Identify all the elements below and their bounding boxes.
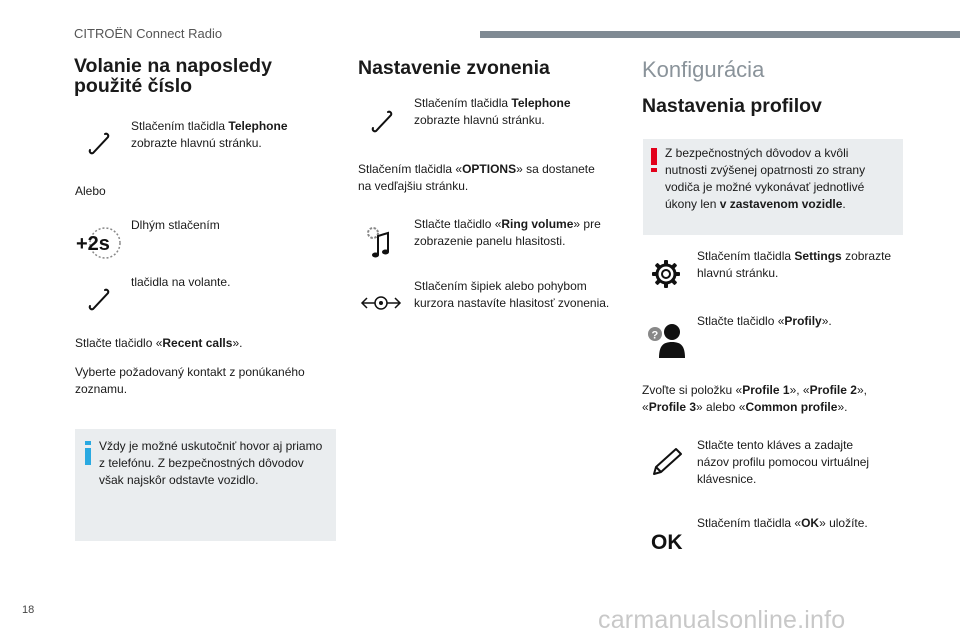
header-brand: CITROËN Connect Radio xyxy=(74,26,223,41)
chapter-title: Konfigurácia xyxy=(642,57,765,82)
header-bar xyxy=(480,31,960,38)
col1-step1-text: Stlačením tlačidla Telephone zobrazte hlavnú stránku. xyxy=(131,119,288,150)
watermark: carmanualsonline.info xyxy=(598,606,846,634)
svg-text:?: ? xyxy=(651,329,659,342)
col2-step2-text: Stlačením tlačidla «OPTIONS» sa dostanete na vedľajšiu stránku. xyxy=(358,162,595,193)
col1-step5-text: Vyberte požadovaný kontakt z ponúkaného zoznamu. xyxy=(75,365,305,396)
col3-step2-text: Stlačte tlačidlo «Profily». xyxy=(697,314,832,328)
warning-icon xyxy=(651,148,657,172)
hold-2s-badge: +2s xyxy=(76,233,110,255)
hold-2s-icon xyxy=(76,226,122,260)
phone-icon xyxy=(369,108,395,134)
info-icon xyxy=(85,441,91,465)
phone-icon xyxy=(86,130,112,156)
col3-step5-text: Stlačením tlačidla «OK» uložíte. xyxy=(697,516,868,530)
steering-phone-icon xyxy=(86,286,112,312)
section-title-ringtone: Nastavenie zvonenia xyxy=(358,57,550,79)
col2-step1-text: Stlačením tlačidla Telephone zobrazte hlavnú stránku. xyxy=(414,96,571,127)
warning-note xyxy=(643,139,903,235)
col1-step3-text: tlačidla na volante. xyxy=(131,275,231,289)
ok-icon: OK xyxy=(651,531,683,554)
col1-step2-text: Dlhým stlačením xyxy=(131,218,220,232)
arrows-cursor-icon xyxy=(360,292,402,314)
col2-step3-text: Stlačte tlačidlo «Ring volume» pre zobrazenie panelu hlasitosti. xyxy=(414,217,601,248)
pencil-icon xyxy=(650,446,684,478)
page-number: 18 xyxy=(22,604,35,616)
col3-step3-text: Zvoľte si položku «Profile 1», «Profile 2», «Profile 3» alebo «Common profile». xyxy=(642,383,867,414)
ring-volume-icon xyxy=(364,224,394,260)
settings-icon xyxy=(651,259,681,289)
info-note xyxy=(75,429,336,541)
col2-step4-text: Stlačením šipiek alebo pohybom kurzora nastavíte hlasitosť zvonenia. xyxy=(414,279,610,310)
col1-or-text: Alebo xyxy=(75,184,106,198)
info-note-text: Vždy je možné uskutočniť hovor aj priamo z telefónu. Z bezpečnostných dôvodov však najskôr odstavte vozidlo. xyxy=(99,439,323,487)
warning-note-text: Z bezpečnostných dôvodov a kvôli nutnosti zvýšenej opatrnosti zo strany vodiča je možné vykonávať jednotlivé úkony len v zastavenom vozidle. xyxy=(665,146,866,211)
col1-step4-text: Stlačte tlačidlo «Recent calls». xyxy=(75,336,243,350)
section-title-recent-calls: Volanie na naposledy použité číslo xyxy=(74,55,272,97)
profile-question-icon xyxy=(647,322,687,358)
col3-step1-text: Stlačením tlačidla Settings zobrazte hlavnú stránku. xyxy=(697,249,892,280)
col3-step4-text: Stlačte tento kláves a zadajte názov profilu pomocou virtuálnej klávesnice. xyxy=(697,438,870,486)
section-title-profiles: Nastavenia profilov xyxy=(642,95,822,117)
